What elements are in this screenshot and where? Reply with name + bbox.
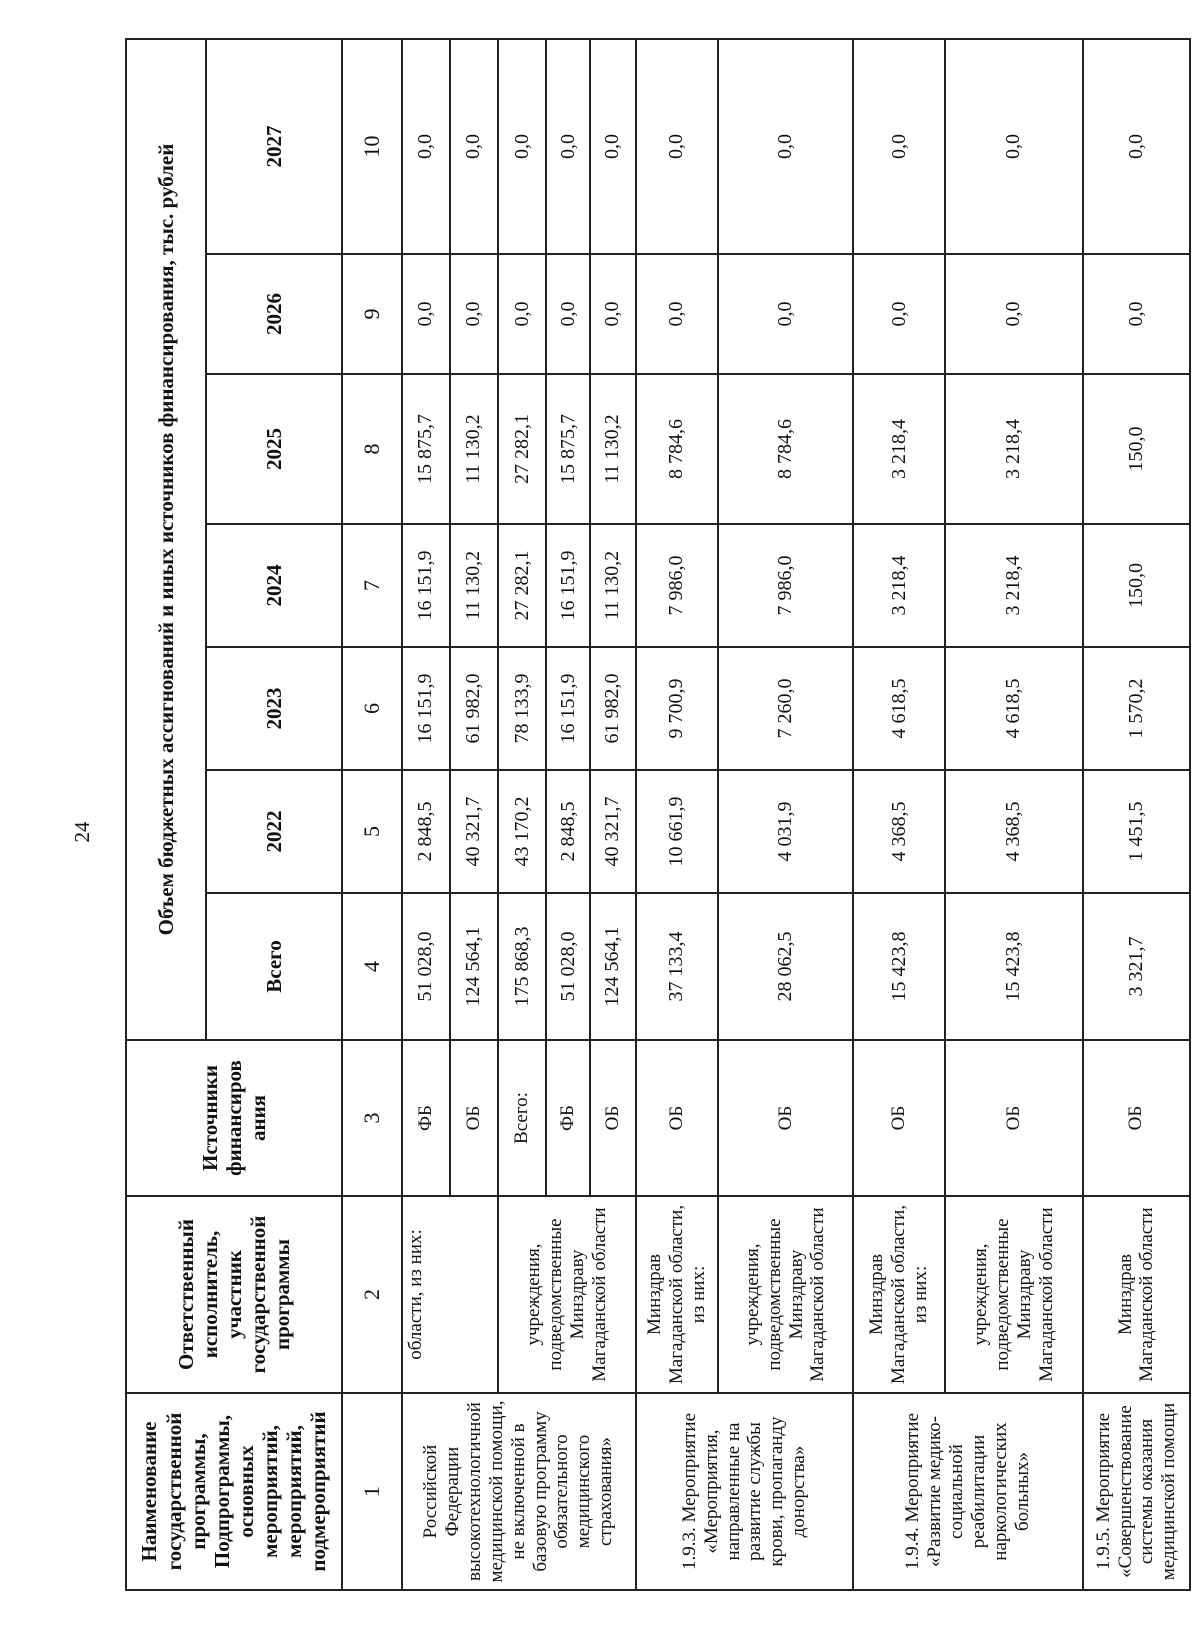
- column-number-row: [342, 39, 402, 1590]
- value-cell: 1 451,5: [1083, 770, 1190, 893]
- source-cell: ОБ: [636, 1040, 718, 1196]
- value-cell: 16 151,9: [546, 647, 590, 770]
- value-cell: 0,0: [853, 254, 945, 374]
- value-cell: 27 282,1: [498, 524, 546, 647]
- value-cell: 11 130,2: [590, 374, 636, 524]
- column-number: 4: [342, 893, 402, 1040]
- header-year-2026: 2026: [206, 254, 342, 374]
- value-cell: 0,0: [718, 39, 853, 254]
- executor-cell: Минздрав Магаданской области, из них:: [853, 1196, 945, 1393]
- value-cell: 3 218,4: [945, 524, 1083, 647]
- header-program-name: Наименование государственной программы, Подпрограммы, основных мероприятий, мероприятий, подмероприятий: [126, 1393, 342, 1590]
- value-cell: 150,0: [1083, 374, 1190, 524]
- value-cell: 4 368,5: [945, 770, 1083, 893]
- value-cell: 2 848,5: [402, 770, 450, 893]
- value-cell: 11 130,2: [590, 524, 636, 647]
- value-cell: 10 661,9: [636, 770, 718, 893]
- value-cell: 0,0: [402, 39, 450, 254]
- value-cell: 3 218,4: [945, 374, 1083, 524]
- value-cell: 15 423,8: [945, 893, 1083, 1040]
- program-name-cell: 1.9.5. Мероприятие «Совершенствование системы оказания медицинской помощи: [1083, 1393, 1190, 1590]
- header-year-2025: 2025: [206, 374, 342, 524]
- table-row: [636, 39, 718, 1590]
- header-total: Всего: [206, 893, 342, 1040]
- column-number: 9: [342, 254, 402, 374]
- value-cell: 7 986,0: [718, 524, 853, 647]
- value-cell: 0,0: [636, 254, 718, 374]
- source-cell: ФБ: [546, 1040, 590, 1196]
- value-cell: 15 423,8: [853, 893, 945, 1040]
- value-cell: 4 368,5: [853, 770, 945, 893]
- header-budget-group: Объем бюджетных ассигнований и иных источников финансирования, тыс. рублей: [126, 39, 206, 1040]
- table-row: [853, 39, 945, 1590]
- value-cell: 150,0: [1083, 524, 1190, 647]
- value-cell: 11 130,2: [450, 524, 498, 647]
- source-cell: ОБ: [590, 1040, 636, 1196]
- source-cell: ОБ: [853, 1040, 945, 1196]
- column-number: 1: [342, 1393, 402, 1590]
- value-cell: 9 700,9: [636, 647, 718, 770]
- header-year-2022: 2022: [206, 770, 342, 893]
- value-cell: 0,0: [590, 254, 636, 374]
- header-year-2027: 2027: [206, 39, 342, 254]
- column-number: 8: [342, 374, 402, 524]
- value-cell: 8 784,6: [636, 374, 718, 524]
- source-cell: ОБ: [945, 1040, 1083, 1196]
- value-cell: 78 133,9: [498, 647, 546, 770]
- executor-cell: области, из них:: [402, 1196, 498, 1393]
- value-cell: 0,0: [945, 39, 1083, 254]
- value-cell: 0,0: [450, 254, 498, 374]
- value-cell: 0,0: [402, 254, 450, 374]
- column-number: 7: [342, 524, 402, 647]
- value-cell: 0,0: [945, 254, 1083, 374]
- value-cell: 0,0: [450, 39, 498, 254]
- value-cell: 4 618,5: [853, 647, 945, 770]
- value-cell: 124 564,1: [450, 893, 498, 1040]
- value-cell: 0,0: [498, 254, 546, 374]
- value-cell: 3 321,7: [1083, 893, 1190, 1040]
- table-row: [718, 39, 853, 1590]
- source-cell: ОБ: [1083, 1040, 1190, 1196]
- value-cell: 28 062,5: [718, 893, 853, 1040]
- value-cell: 43 170,2: [498, 770, 546, 893]
- value-cell: 0,0: [546, 254, 590, 374]
- page-number: 24: [70, 821, 94, 843]
- column-number: 6: [342, 647, 402, 770]
- value-cell: 3 218,4: [853, 524, 945, 647]
- value-cell: 0,0: [498, 39, 546, 254]
- executor-cell: учреждения, подведомственные Минздраву Магаданской области: [718, 1196, 853, 1393]
- value-cell: 0,0: [1083, 39, 1190, 254]
- header-funding-source: Источники финансиров ания: [126, 1040, 342, 1196]
- source-cell: ОБ: [718, 1040, 853, 1196]
- value-cell: 0,0: [853, 39, 945, 254]
- budget-table: [125, 38, 1191, 1591]
- value-cell: 0,0: [1083, 254, 1190, 374]
- value-cell: 4 618,5: [945, 647, 1083, 770]
- value-cell: 7 986,0: [636, 524, 718, 647]
- source-cell: Всего:: [498, 1040, 546, 1196]
- value-cell: 27 282,1: [498, 374, 546, 524]
- value-cell: 61 982,0: [590, 647, 636, 770]
- value-cell: 0,0: [590, 39, 636, 254]
- header-year-2023: 2023: [206, 647, 342, 770]
- header-year-2024: 2024: [206, 524, 342, 647]
- value-cell: 40 321,7: [450, 770, 498, 893]
- value-cell: 0,0: [636, 39, 718, 254]
- executor-cell: учреждения, подведомственные Минздраву Магаданской области: [945, 1196, 1083, 1393]
- value-cell: 7 260,0: [718, 647, 853, 770]
- value-cell: 61 982,0: [450, 647, 498, 770]
- value-cell: 16 151,9: [402, 647, 450, 770]
- value-cell: 15 875,7: [546, 374, 590, 524]
- value-cell: 15 875,7: [402, 374, 450, 524]
- value-cell: 0,0: [546, 39, 590, 254]
- value-cell: 175 868,3: [498, 893, 546, 1040]
- value-cell: 0,0: [718, 254, 853, 374]
- executor-cell: Минздрав Магаданской области, из них:: [636, 1196, 718, 1393]
- value-cell: 51 028,0: [402, 893, 450, 1040]
- value-cell: 124 564,1: [590, 893, 636, 1040]
- value-cell: 16 151,9: [402, 524, 450, 647]
- header-executor: Ответственный исполнитель, участник государственной программы: [126, 1196, 342, 1393]
- value-cell: 37 133,4: [636, 893, 718, 1040]
- value-cell: 1 570,2: [1083, 647, 1190, 770]
- executor-cell: Минздрав Магаданской области: [1083, 1196, 1190, 1393]
- column-number: 3: [342, 1040, 402, 1196]
- column-number: 2: [342, 1196, 402, 1393]
- table-row: [945, 39, 1083, 1590]
- value-cell: 40 321,7: [590, 770, 636, 893]
- value-cell: 51 028,0: [546, 893, 590, 1040]
- value-cell: 4 031,9: [718, 770, 853, 893]
- source-cell: ФБ: [402, 1040, 450, 1196]
- column-number: 5: [342, 770, 402, 893]
- program-name-cell: Российской Федерации высокотехнологичной медицинской помощи, не включенной в базовую программу обязательного медицинского страхования»: [402, 1393, 636, 1590]
- table-row: [498, 39, 546, 1590]
- value-cell: 2 848,5: [546, 770, 590, 893]
- column-number: 10: [342, 39, 402, 254]
- program-name-cell: 1.9.4. Мероприятие «Развитие медико-социальной реабилитации наркологических больных»: [853, 1393, 1083, 1590]
- program-name-cell: 1.9.3. Мероприятие «Мероприятия, направленные на развитие службы крови, пропаганду донорства»: [636, 1393, 853, 1590]
- executor-cell: учреждения, подведомственные Минздраву Магаданской области: [498, 1196, 636, 1393]
- table-row: [1083, 39, 1190, 1590]
- value-cell: 16 151,9: [546, 524, 590, 647]
- value-cell: 11 130,2: [450, 374, 498, 524]
- source-cell: ОБ: [450, 1040, 498, 1196]
- rotated-table-container: [125, 40, 1191, 1591]
- table-row: [402, 39, 450, 1590]
- value-cell: 8 784,6: [718, 374, 853, 524]
- value-cell: 3 218,4: [853, 374, 945, 524]
